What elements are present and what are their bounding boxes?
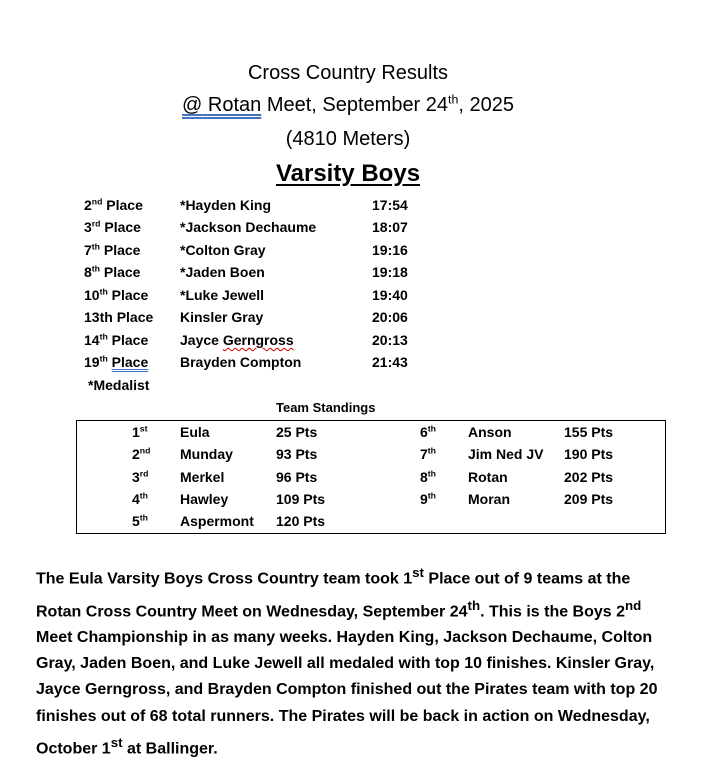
result-place <box>84 309 153 325</box>
place-suffix: th <box>91 263 100 274</box>
team-points: 93 Pts <box>276 446 318 462</box>
runner-first-name: Jayce <box>180 332 223 348</box>
team-rank <box>132 469 148 485</box>
document-title: Cross Country Results <box>247 62 449 84</box>
team-points: 190 Pts <box>564 446 614 462</box>
place-word: Place <box>106 197 143 213</box>
division-heading: Varsity Boys <box>275 160 421 187</box>
rank-suffix: nd <box>139 445 151 456</box>
team-points: 109 Pts <box>276 491 326 507</box>
team-points: 25 Pts <box>276 424 318 440</box>
team-points: 202 Pts <box>564 469 614 485</box>
result-place <box>84 264 140 280</box>
meet-line: @ Rotan Meet, September 24th, 2025 <box>182 92 514 116</box>
team-rank <box>420 446 436 462</box>
rank-suffix: st <box>139 423 148 434</box>
runner-last-name: Gerngross <box>222 332 294 348</box>
place-word: Place <box>111 332 149 348</box>
place-number: 10 <box>84 287 100 303</box>
rank-number: 4 <box>132 491 140 507</box>
runner-name: *Colton Gray <box>180 242 266 258</box>
runner-name: *Hayden King <box>180 197 272 213</box>
rank-number: 9 <box>420 491 428 507</box>
team-name: Anson <box>468 424 512 440</box>
result-place <box>84 332 148 348</box>
runner-time: 17:54 <box>372 197 408 213</box>
runner-time: 19:16 <box>372 242 408 258</box>
team-name: Aspermont <box>180 513 254 529</box>
team-name: Merkel <box>180 469 225 485</box>
result-place <box>84 287 148 303</box>
rank-number: 6 <box>420 424 428 440</box>
team-points: 209 Pts <box>564 491 614 507</box>
team-name: Jim Ned JV <box>468 446 544 462</box>
team-rank <box>132 446 150 462</box>
rank-suffix: th <box>427 445 436 456</box>
runner-time: 19:18 <box>372 264 408 280</box>
runner-name: *Luke Jewell <box>180 287 265 303</box>
distance-line: (4810 Meters) <box>285 128 411 150</box>
result-place <box>84 354 148 370</box>
place-word: Place <box>116 309 154 325</box>
place-number: 2 <box>84 197 92 213</box>
place-number: 19 <box>84 354 100 370</box>
place-word: Place <box>103 242 141 258</box>
place-word: Place <box>104 219 141 235</box>
team-rank <box>132 424 148 440</box>
rank-suffix: th <box>139 512 148 523</box>
team-points: 155 Pts <box>564 424 614 440</box>
rank-number: 3 <box>132 469 140 485</box>
place-suffix: th <box>99 353 108 364</box>
place-suffix: th <box>99 286 108 297</box>
place-number: 3 <box>84 219 92 235</box>
place-number: 13th <box>84 309 113 325</box>
runner-name: *Jaden Boen <box>180 264 265 280</box>
medalist-note: *Medalist <box>88 377 150 393</box>
team-points: 120 Pts <box>276 513 326 529</box>
rank-number: 1 <box>132 424 140 440</box>
runner-name: *Jackson Dechaume <box>180 219 317 235</box>
team-name: Eula <box>180 424 210 440</box>
place-suffix: nd <box>91 196 103 207</box>
place-number: 14 <box>84 332 100 348</box>
team-points: 96 Pts <box>276 469 318 485</box>
place-suffix: th <box>99 331 108 342</box>
runner-name <box>180 332 294 348</box>
rank-suffix: th <box>427 490 436 501</box>
team-name: Moran <box>468 491 510 507</box>
place-word: Place <box>111 354 149 370</box>
summary-paragraph: The Eula Varsity Boys Cross Country team took 1st Place out of 9 teams at the Rotan Cross Country Meet on Wednesday, September 24th. This is the Boys 2nd Meet Championship in as many weeks. Hayden King, Jackson Dechaume, Colton Gray, Jaden Boen, and Luke Jewell all medaled with top 10 finishes. Kinsler Gray, Jayce Gerngross, and Brayden Compton finished out the Pirates team with top 20 finishes out of 68 total runners. The Pirates will be back in action on Wednesday, October 1st at Ballinger. <box>36 565 658 758</box>
team-name: Rotan <box>468 469 508 485</box>
team-rank <box>132 491 148 507</box>
rank-suffix: th <box>139 490 148 501</box>
team-rank <box>420 424 436 440</box>
rank-suffix: th <box>427 468 436 479</box>
team-rank <box>132 513 148 529</box>
place-suffix: th <box>91 241 100 252</box>
rank-number: 5 <box>132 513 140 529</box>
team-standings-title: Team Standings <box>276 400 376 415</box>
rank-number: 8 <box>420 469 428 485</box>
result-place <box>84 219 141 235</box>
result-place <box>84 242 140 258</box>
team-name: Munday <box>180 446 233 462</box>
meet-at-rotan: @ Rotan <box>182 94 262 116</box>
runner-time: 19:40 <box>372 287 408 303</box>
rank-number: 7 <box>420 446 428 462</box>
runner-name: Kinsler Gray <box>180 309 264 325</box>
runner-time: 20:06 <box>372 309 408 325</box>
place-suffix: rd <box>91 218 101 229</box>
place-number: 7 <box>84 242 92 258</box>
rank-suffix: rd <box>139 468 149 479</box>
runner-name: Brayden Compton <box>180 354 302 370</box>
result-place <box>84 197 143 213</box>
runner-time: 18:07 <box>372 219 408 235</box>
runner-time: 20:13 <box>372 332 408 348</box>
rank-suffix: th <box>427 423 436 434</box>
place-word: Place <box>111 287 149 303</box>
team-name: Hawley <box>180 491 229 507</box>
team-rank <box>420 469 436 485</box>
rank-number: 2 <box>132 446 140 462</box>
runner-time: 21:43 <box>372 354 408 370</box>
place-number: 8 <box>84 264 92 280</box>
place-word: Place <box>103 264 141 280</box>
team-rank <box>420 491 436 507</box>
